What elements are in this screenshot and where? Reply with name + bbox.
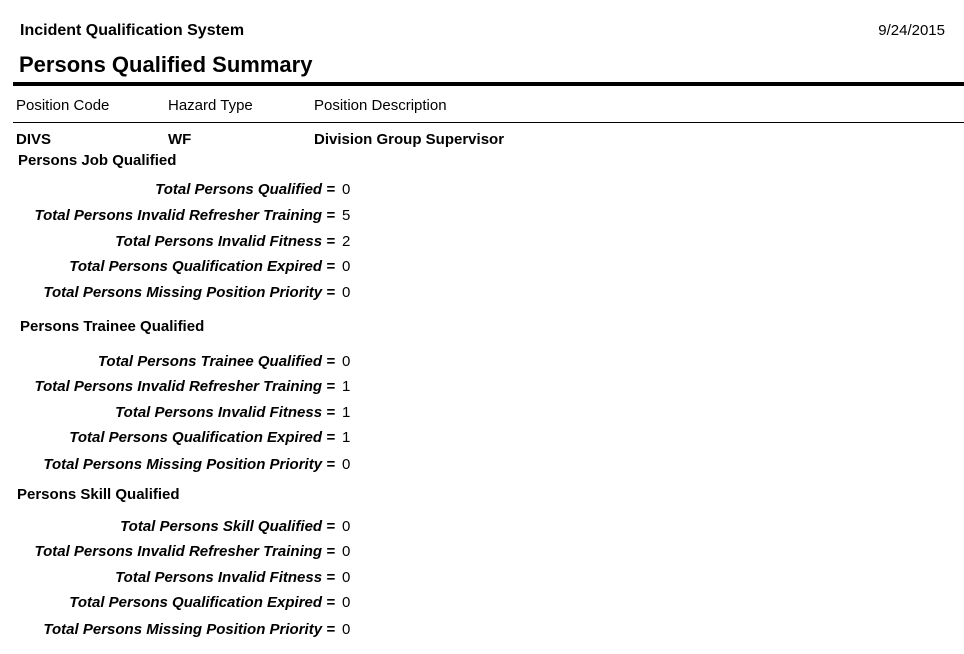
stat-label: Total Persons Invalid Fitness = [115, 404, 335, 421]
stat-value: 1 [342, 378, 351, 395]
column-header-position-description: Position Description [314, 97, 447, 114]
stat-value: 1 [342, 404, 351, 421]
stat-label: Total Persons Invalid Fitness = [115, 569, 335, 586]
column-header-position-code: Position Code [16, 97, 110, 114]
stat-label: Total Persons Missing Position Priority = [43, 456, 335, 473]
position-description-value: Division Group Supervisor [314, 131, 505, 148]
stat-value: 1 [342, 429, 351, 446]
stat-value: 0 [342, 594, 351, 611]
stat-value: 5 [342, 207, 351, 224]
stat-value: 0 [342, 621, 351, 638]
hazard-type-value: WF [168, 131, 192, 148]
stat-value: 0 [342, 181, 351, 198]
stat-label: Total Persons Invalid Refresher Training = [34, 543, 335, 560]
section-title-skill-qualified: Persons Skill Qualified [17, 486, 180, 503]
column-header-hazard-type: Hazard Type [168, 97, 253, 114]
title-divider [13, 82, 964, 86]
stat-label: Total Persons Qualification Expired = [69, 258, 335, 275]
stat-label: Total Persons Qualification Expired = [69, 429, 335, 446]
stat-label: Total Persons Skill Qualified = [120, 518, 335, 535]
stat-value: 0 [342, 456, 351, 473]
stat-value: 0 [342, 518, 351, 535]
stat-label: Total Persons Invalid Refresher Training = [34, 378, 335, 395]
stat-value: 2 [342, 233, 351, 250]
stat-value: 0 [342, 543, 351, 560]
stat-label: Total Persons Qualified = [155, 181, 335, 198]
stat-value: 0 [342, 353, 351, 370]
system-title: Incident Qualification System [20, 22, 245, 39]
stat-value: 0 [342, 284, 351, 301]
report-date: 9/24/2015 [878, 22, 945, 39]
stat-label: Total Persons Trainee Qualified = [97, 353, 335, 370]
header-divider [13, 122, 964, 123]
stat-value: 0 [342, 258, 351, 275]
stat-label: Total Persons Missing Position Priority = [43, 621, 335, 638]
section-title-trainee-qualified: Persons Trainee Qualified [20, 318, 205, 335]
stat-label: Total Persons Invalid Fitness = [115, 233, 335, 250]
stat-label: Total Persons Qualification Expired = [69, 594, 335, 611]
report-title: Persons Qualified Summary [19, 52, 313, 77]
stat-label: Total Persons Invalid Refresher Training = [34, 207, 335, 224]
position-code-value: DIVS [16, 131, 52, 148]
section-title-job-qualified: Persons Job Qualified [18, 152, 177, 169]
stat-label: Total Persons Missing Position Priority = [43, 284, 335, 301]
stat-value: 0 [342, 569, 351, 586]
